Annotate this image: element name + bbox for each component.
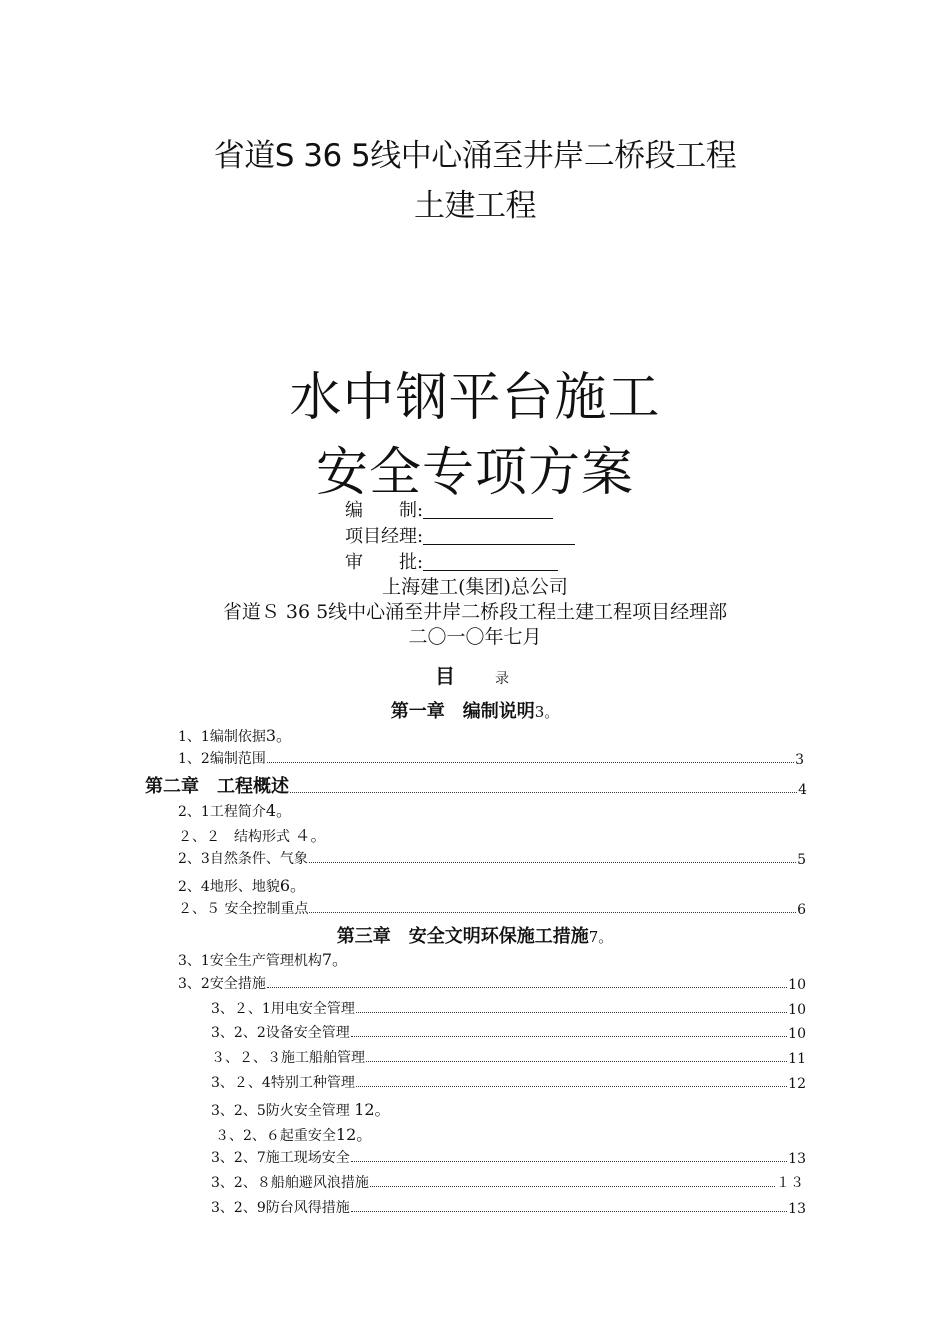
toc-dot-leader	[351, 1210, 787, 1212]
toc-entry	[211, 1070, 806, 1092]
signature-compile	[345, 496, 553, 522]
toc-entry	[211, 1045, 806, 1067]
toc-dot-leader	[366, 1060, 787, 1062]
toc-entry	[211, 1020, 806, 1042]
toc-entry-label: 3、2安全措施	[178, 976, 266, 992]
toc-entry-page: 10	[788, 1026, 806, 1042]
toc-dot-leader	[356, 1085, 787, 1087]
toc-entry-page: 12。	[354, 1100, 391, 1119]
toc-chapter-1-label: 第一章 编制说明	[390, 701, 535, 722]
toc-entry	[178, 746, 804, 768]
toc-entry-label: 1、2编制范围	[178, 751, 266, 767]
toc-entry-page: 4。	[265, 801, 293, 820]
toc-entry-page: 10	[788, 977, 806, 993]
toc-entry	[178, 823, 326, 846]
signature-approve	[345, 548, 558, 574]
toc-dot-leader	[309, 911, 796, 913]
toc-entry-page: 5	[797, 852, 806, 868]
toc-entry	[178, 846, 806, 868]
toc-dot-leader	[267, 761, 794, 763]
toc-entry-page: 12。	[335, 1125, 373, 1144]
toc-entry-label: 3、2、5防火安全管理	[211, 1103, 350, 1119]
toc-dot-leader	[351, 1160, 787, 1162]
toc-entry-label: 1、1编制依据	[178, 729, 266, 745]
signature-manager-line	[423, 526, 575, 545]
toc-entry	[211, 1170, 804, 1192]
toc-chapter-3	[0, 922, 950, 948]
toc-entry	[178, 971, 806, 993]
toc-entry-page: １３	[776, 1175, 804, 1191]
toc-entry	[215, 1122, 372, 1145]
toc-entry	[178, 873, 306, 896]
toc-entry-page: 13	[788, 1201, 806, 1217]
signature-manager	[345, 522, 575, 548]
toc-entry-page: ４。	[294, 826, 327, 845]
toc-entry	[178, 947, 348, 970]
toc-entry-page: 3。	[265, 726, 293, 745]
toc-entry-page: 7。	[321, 950, 349, 969]
toc-entry-label: 3、２、1用电安全管理	[211, 1001, 355, 1017]
toc-heading	[0, 660, 947, 689]
toc-entry-label: 3、2、2设备安全管理	[211, 1025, 350, 1041]
toc-entry	[211, 1145, 806, 1167]
toc-chapter-3-page: 7。	[588, 928, 614, 946]
toc-chapter-2-label: 第二章 工程概述	[145, 776, 289, 797]
document-title-line2: 安全专项方案	[315, 443, 634, 503]
toc-chapter-3-label: 第三章 安全文明环保施工措施	[336, 926, 589, 947]
document-title-line1: 水中钢平台施工	[289, 368, 661, 428]
toc-entry-label: 3、2、9防台风得措施	[211, 1200, 350, 1216]
toc-entry	[211, 996, 806, 1018]
signature-approve-label: 审 批:	[345, 552, 424, 573]
toc-dot-leader	[356, 1011, 787, 1013]
toc-entry-label: 3、2、８船舶避风浪措施	[211, 1175, 369, 1191]
toc-entry-label: ２、２ 结构形式	[178, 829, 290, 845]
department-name: 省道Ｓ 36 5线中心涌至井岸二桥段工程土建工程项目经理部	[222, 601, 728, 623]
toc-entry-page: 10	[788, 1002, 806, 1018]
signature-compile-label: 编 制:	[345, 500, 424, 521]
signature-approve-line	[423, 552, 558, 571]
toc-dot-leader	[351, 1035, 787, 1037]
toc-entry-page: 11	[788, 1051, 806, 1067]
toc-entry-page: 13	[788, 1151, 806, 1167]
toc-entry-label: 2、4地形、地貌	[178, 879, 280, 895]
toc-entry-page: 3	[795, 752, 804, 768]
toc-heading-main: 目	[435, 664, 455, 688]
signature-manager-label: 项目经理:	[345, 526, 424, 547]
toc-entry-label: 2、1工程简介	[178, 804, 266, 820]
toc-dot-leader	[290, 791, 797, 793]
toc-chapter-1	[0, 697, 950, 723]
toc-entry-page: 12	[788, 1076, 806, 1092]
toc-chapter-2	[145, 772, 807, 798]
toc-chapter-2-page: 4	[798, 782, 807, 798]
toc-entry-label: 2、3自然条件、气象	[178, 851, 308, 867]
toc-entry-page: 6	[797, 902, 806, 918]
toc-entry	[178, 896, 806, 918]
toc-chapter-1-page: 3。	[534, 703, 560, 721]
document-date: 二〇一〇年七月	[408, 626, 542, 648]
project-title-line2: 土建工程	[414, 188, 536, 224]
toc-dot-leader	[370, 1185, 775, 1187]
toc-entry-label: ３、２、３施工船舶管理	[211, 1050, 365, 1066]
toc-entry	[178, 798, 292, 821]
toc-entry	[178, 723, 292, 746]
toc-dot-leader	[267, 986, 787, 988]
toc-entry-label: 3、２、4特别工种管理	[211, 1075, 355, 1091]
toc-entry-label: ３、2、６起重安全	[215, 1128, 336, 1144]
toc-entry-label: ２、５ 安全控制重点	[178, 901, 309, 917]
company-name: 上海建工(集团)总公司	[382, 576, 568, 598]
toc-dot-leader	[309, 861, 796, 863]
toc-entry-page: 6。	[279, 876, 307, 895]
signature-compile-line	[423, 500, 553, 519]
toc-entry	[211, 1195, 806, 1217]
toc-entry-label: 3、2、7施工现场安全	[211, 1150, 350, 1166]
toc-heading-sub: 录	[495, 671, 509, 687]
project-title-line1: 省道S 36 5线中心涌至井岸二桥段工程	[213, 138, 737, 174]
toc-entry	[211, 1097, 391, 1120]
toc-entry-label: 3、1安全生产管理机构	[178, 953, 322, 969]
